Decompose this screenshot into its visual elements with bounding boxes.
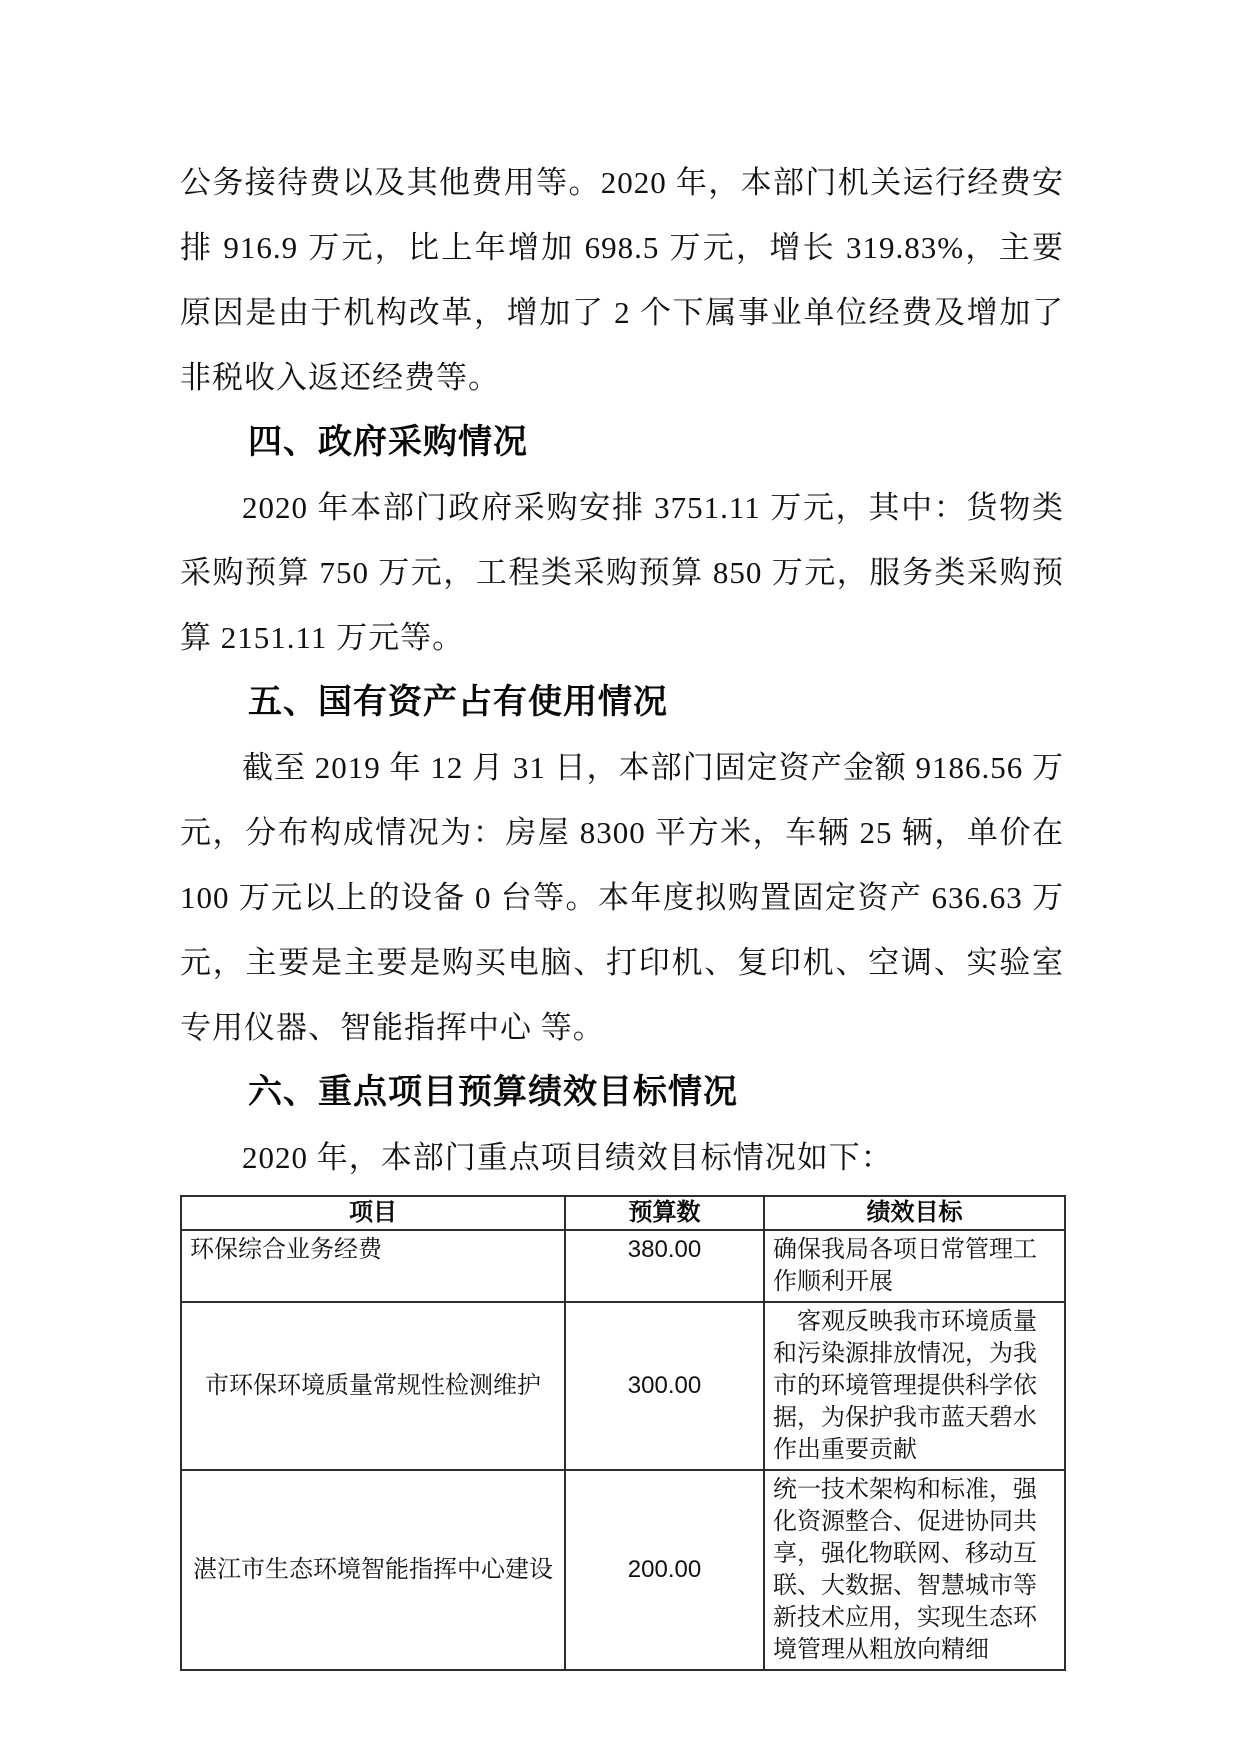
project-name-cell: 市环保环境质量常规性检测维护: [181, 1302, 565, 1470]
heading-section-six-performance-targets: 六、重点项目预算绩效目标情况: [248, 1073, 738, 1111]
table-row: [181, 1230, 1065, 1302]
table-header-row: [181, 1196, 1065, 1230]
budget-value-cell: 300.00: [565, 1302, 764, 1470]
heading-section-four-government-procurement: 四、政府采购情况: [248, 423, 528, 461]
paragraph-assets: 截至 2019 年 12 月 31 日，本部门固定资产金额 9186.56 万元，分布构成情况为：房屋 8300 平方米，车辆 25 辆，单价在 100 万元以上的设备 0 台等。本年度拟购置固定资产 636.63 万元，主要是主要是购买电脑、打印机、复印机、空调、实验室专用仪器、智能指挥中心 等。: [180, 750, 1064, 1045]
budget-value-cell: 200.00: [565, 1470, 764, 1670]
performance-target-cell: 客观反映我市环境质量和污染源排放情况，为我市的环境管理提供科学依据，为保护我市蓝天碧水作出重要贡献: [764, 1302, 1065, 1470]
table-row: [181, 1302, 1065, 1470]
paragraph-operating-funds: 公务接待费以及其他费用等。2020 年，本部门机关运行经费安排 916.9 万元，比上年增加 698.5 万元，增长 319.83%，主要原因是由于机构改革，增加了 2 个下属事业单位经费及增加了非税收入返还经费等。: [180, 165, 1064, 395]
performance-target-cell: 统一技术架构和标准，强化资源整合、促进协同共享，强化物联网、移动互联、大数据、智慧城市等新技术应用，实现生态环境管理从粗放向精细: [764, 1470, 1065, 1670]
table-row: [181, 1470, 1065, 1670]
paragraph-procurement: 2020 年本部门政府采购安排 3751.11 万元，其中：货物类采购预算 750 万元，工程类采购预算 850 万元，服务类采购预算 2151.11 万元等。: [180, 490, 1064, 655]
project-name-cell: 环保综合业务经费: [181, 1230, 565, 1302]
column-header-performance-target: 绩效目标: [764, 1196, 1065, 1230]
heading-section-five-state-assets: 五、国有资产占有使用情况: [248, 683, 668, 721]
budget-value-cell: 380.00: [565, 1230, 764, 1302]
column-header-budget: 预算数: [565, 1196, 764, 1230]
column-header-project: 项目: [181, 1196, 565, 1230]
document-content: [180, 150, 1064, 1671]
performance-targets-table: [180, 1195, 1066, 1671]
paragraph-table-intro: 2020 年，本部门重点项目绩效目标情况如下：: [242, 1140, 893, 1175]
performance-target-cell: 确保我局各项日常管理工作顺利开展: [764, 1230, 1065, 1302]
project-name-cell: 湛江市生态环境智能指挥中心建设: [181, 1470, 565, 1670]
